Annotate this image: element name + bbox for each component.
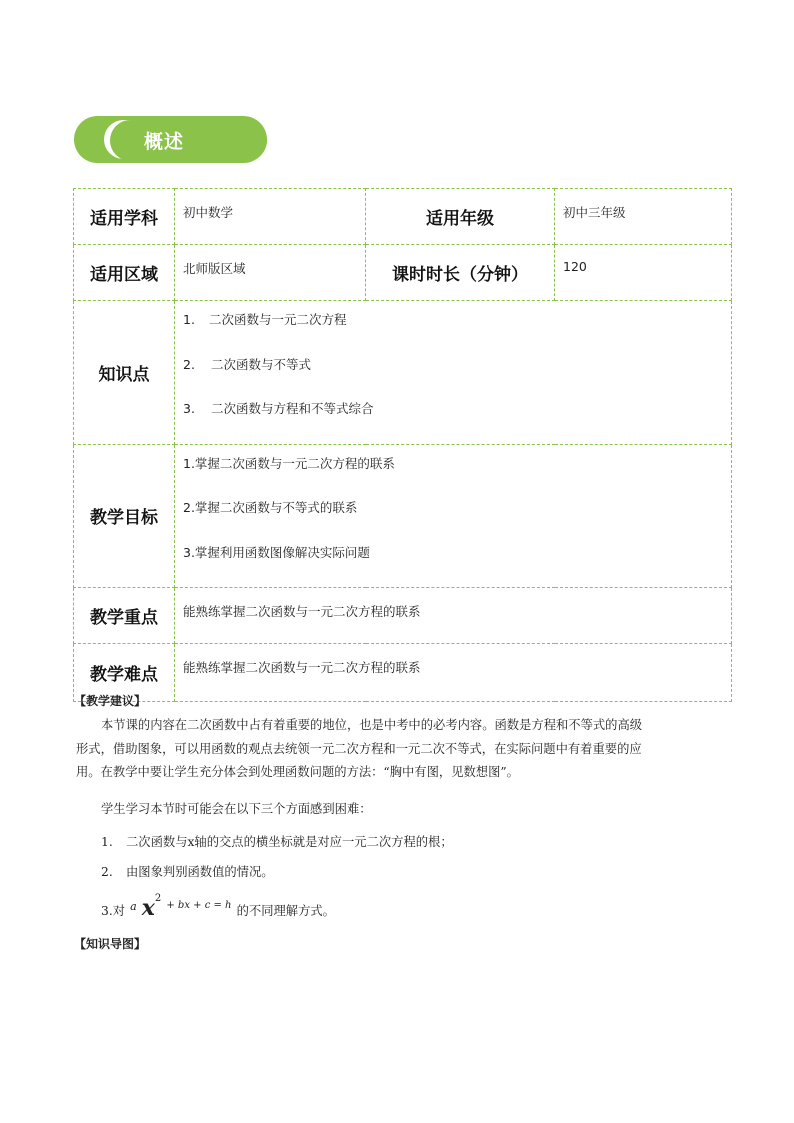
overview-table — [73, 188, 732, 702]
table-row — [74, 189, 732, 245]
mindmap-heading: 【知识导图】 — [74, 937, 147, 951]
duration-value: 120 — [555, 245, 732, 301]
grade-label: 适用年级 — [366, 189, 555, 245]
list-item: 2. 由图象判别函数值的情况。 — [101, 865, 274, 879]
focus-value: 能熟练掌握二次函数与一元二次方程的联系 — [175, 588, 732, 644]
table-row — [74, 644, 732, 702]
focus-label: 教学重点 — [74, 588, 175, 644]
list-item: 2. 二次函数与不等式 — [183, 356, 312, 372]
section-header-pill-fill — [110, 120, 267, 161]
grade-value: 初中三年级 — [555, 189, 732, 245]
advice-paragraph-line: 本节课的内容在二次函数中占有着重要的地位，也是中考中的必考内容。函数是方程和不等式的高级 — [101, 718, 643, 732]
subject-label: 适用学科 — [74, 189, 175, 245]
knowledge-list — [175, 301, 732, 445]
table-row — [74, 444, 732, 588]
list-item: 1.掌握二次函数与一元二次方程的联系 — [183, 455, 395, 471]
list-item: 1. 二次函数与x轴的交点的横坐标就是对应一元二次方程的根； — [101, 835, 453, 849]
duration-label: 课时时长（分钟） — [366, 245, 555, 301]
list-item: 1. 二次函数与一元二次方程 — [183, 312, 347, 327]
list-item: 3. 二次函数与方程和不等式综合 — [183, 401, 374, 416]
region-value: 北师版区域 — [175, 245, 366, 301]
difficulty-value: 能熟练掌握二次函数与一元二次方程的联系 — [175, 644, 732, 702]
section-title: 概述 — [144, 131, 185, 153]
table-row — [74, 301, 732, 445]
list-item: 2.掌握二次函数与不等式的联系 — [183, 500, 358, 515]
goals-list — [175, 444, 732, 588]
region-label: 适用区域 — [74, 245, 175, 301]
table-row — [74, 245, 732, 301]
subject-value: 初中数学 — [175, 189, 366, 245]
advice-paragraph-line: 用。在教学中要让学生充分体会到处理函数问题的方法：“胸中有图，见数想图”。 — [76, 765, 519, 779]
advice-heading: 【教学建议】 — [74, 694, 147, 708]
advice-intro: 学生学习本节时可能会在以下三个方面感到困难： — [101, 802, 372, 816]
list-item-formula: 3.对 $^a$ $x^2$ $^{+ bx + c = h}$ 的不同理解方式。 — [101, 893, 335, 921]
list-item: 3.掌握利用函数图像解决实际问题 — [183, 544, 370, 560]
advice-paragraph-line: 形式，借助图象，可以用函数的观点去统领一元二次方程和一元二次不等式，在实际问题中有着重要的应 — [76, 742, 642, 756]
difficulty-label: 教学难点 — [74, 644, 175, 702]
goals-label: 教学目标 — [74, 444, 175, 588]
knowledge-label: 知识点 — [74, 301, 175, 445]
table-row — [74, 588, 732, 644]
